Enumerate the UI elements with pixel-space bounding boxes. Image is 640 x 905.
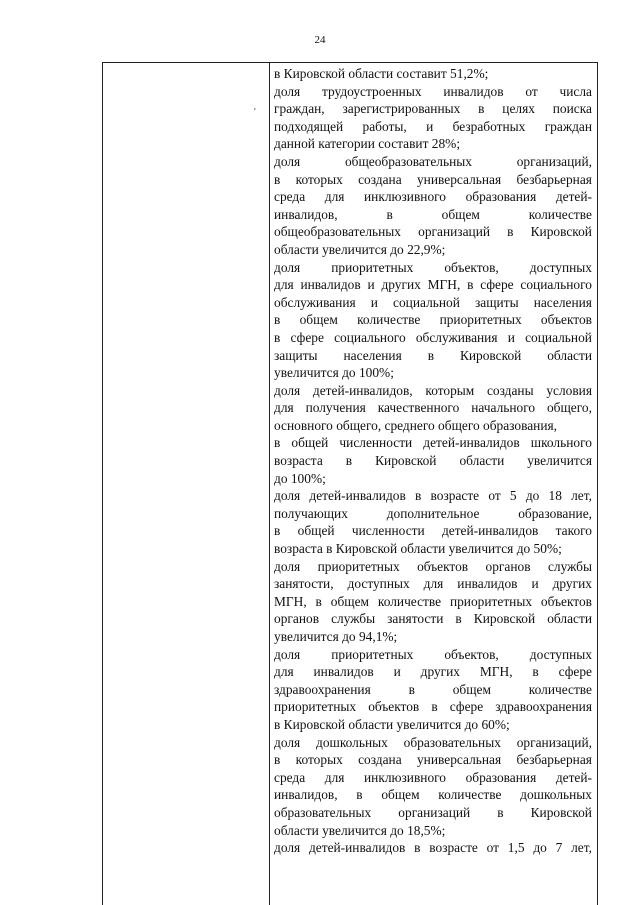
text-line — [274, 153, 592, 171]
word: от — [488, 488, 501, 504]
word: от — [486, 840, 500, 856]
word: универсальная — [416, 171, 502, 187]
word: работы, — [362, 118, 407, 134]
word: обслуживания — [274, 294, 356, 310]
text-line — [274, 65, 592, 83]
word: такого — [555, 523, 592, 539]
word: в — [274, 752, 281, 768]
word: 18 — [548, 488, 562, 504]
text-line — [274, 646, 592, 664]
text-line — [274, 751, 592, 769]
line-text: в Кировской области составит 51,2%; — [274, 66, 489, 81]
text-line — [274, 434, 592, 452]
word: защиты — [274, 347, 318, 363]
word: дошкольных — [316, 734, 388, 750]
word: трудоустроенных — [321, 83, 422, 99]
word: приоритетных — [449, 593, 533, 609]
word: лет, — [571, 840, 592, 856]
word: МГН, — [479, 664, 513, 680]
word: организаций — [398, 804, 471, 820]
word: образования — [465, 769, 537, 785]
word: и — [531, 576, 539, 592]
word: образования — [465, 189, 537, 205]
word: до — [533, 840, 547, 856]
text-line — [274, 188, 592, 206]
word: 5 — [509, 488, 517, 504]
word: для — [274, 400, 294, 416]
word: сфере — [558, 664, 592, 680]
text-line — [274, 241, 592, 259]
word: целях — [502, 101, 535, 117]
word: доля — [274, 382, 301, 398]
word: доступных — [347, 576, 410, 592]
word: обслуживания — [415, 329, 498, 345]
word: приоритетных — [331, 646, 414, 662]
text-line — [274, 223, 592, 241]
word: приоритетных — [331, 259, 414, 275]
word: в — [507, 224, 514, 240]
text-line — [274, 593, 592, 611]
word: детей-инвалидов, — [312, 382, 413, 398]
word: органов — [485, 558, 531, 574]
text-line — [274, 100, 592, 118]
text-line — [274, 382, 592, 400]
word: доля — [274, 646, 301, 662]
word: объектов, — [444, 646, 499, 662]
word: в — [415, 488, 422, 504]
text-line — [274, 681, 592, 699]
word: здравоохранения — [495, 699, 592, 715]
word: общем — [299, 312, 338, 328]
word: детей- — [555, 189, 592, 205]
word: Кировской — [459, 347, 522, 363]
line-text: данной категории составит 28%; — [274, 136, 461, 152]
text-line — [274, 259, 592, 277]
word: количестве — [438, 787, 502, 803]
word: граждан, — [274, 101, 325, 117]
word: детей-инвалидов — [423, 435, 520, 451]
text-line — [274, 505, 592, 523]
word: общей — [297, 523, 335, 539]
word: социальной — [393, 294, 460, 310]
word: организаций — [418, 224, 491, 240]
word: инклюзивного — [363, 189, 447, 205]
word: и — [370, 294, 378, 310]
word: в — [356, 787, 363, 803]
word: возрасте — [429, 840, 478, 856]
word: инвалидов, — [274, 787, 338, 803]
line-text: увеличится до 100%; — [274, 365, 394, 381]
word: в — [274, 523, 281, 539]
word: доля — [274, 558, 301, 574]
word: качественного — [377, 400, 460, 416]
word: в — [386, 206, 393, 222]
word: и — [367, 277, 375, 293]
word: в — [315, 593, 322, 609]
word: объектов — [540, 312, 592, 328]
word: созданы — [486, 382, 534, 398]
text-line — [274, 575, 592, 593]
word: универсальная — [416, 752, 502, 768]
word: доля — [274, 734, 301, 750]
text-line — [274, 540, 592, 558]
word: которых — [295, 752, 343, 768]
word: инвалидов — [457, 576, 518, 592]
text-line — [274, 822, 592, 840]
word: для — [324, 769, 345, 785]
left-column-cell — [103, 63, 269, 905]
word: общем — [441, 206, 480, 222]
word: количестве — [528, 206, 592, 222]
word: МГН, — [274, 593, 307, 609]
line-text: области увеличится до 22,9%; — [274, 241, 446, 257]
word: сфере — [480, 277, 514, 293]
word: 1,5 — [507, 840, 525, 856]
line-text: области увеличится до 18,5%; — [274, 822, 446, 838]
line-text: в Кировской области увеличится до 60%; — [274, 716, 510, 732]
word: объектов, — [444, 259, 499, 275]
word: инвалидов — [300, 277, 361, 293]
word: которым — [425, 382, 475, 398]
word: в — [274, 329, 281, 345]
page-number: 24 — [314, 34, 326, 46]
word: увеличится — [527, 453, 592, 469]
stray-mark: ' — [254, 107, 256, 118]
word: возраста — [274, 453, 323, 469]
word: получения — [305, 400, 366, 416]
text-line — [274, 558, 592, 576]
word: количестве — [357, 312, 421, 328]
word: населения — [343, 347, 402, 363]
word: в — [455, 611, 462, 627]
word: в — [478, 101, 485, 117]
word: общем — [452, 681, 491, 697]
text-line — [274, 522, 592, 540]
word: общего, — [546, 400, 592, 416]
word: других — [381, 277, 421, 293]
text-line — [274, 610, 592, 628]
text-line — [274, 698, 592, 716]
word: дошкольных — [520, 787, 592, 803]
word: в — [497, 804, 504, 820]
word: подходящей — [274, 118, 344, 134]
line-text: возраста в Кировской области увеличится до 50%; — [274, 541, 562, 557]
word: поиска — [552, 101, 592, 117]
word: для — [324, 189, 345, 205]
text-line — [274, 452, 592, 470]
word: социальной — [525, 329, 592, 345]
text-line — [274, 171, 592, 189]
text-line — [274, 206, 592, 224]
word: и — [426, 118, 434, 134]
text-line — [274, 294, 592, 312]
word: Кировской — [375, 453, 437, 469]
word: в — [274, 171, 281, 187]
text-line — [274, 276, 592, 294]
word: в — [414, 840, 421, 856]
word: в — [431, 699, 438, 715]
text-line — [274, 487, 592, 505]
word: безработных — [452, 118, 526, 134]
word: Кировской — [530, 804, 592, 820]
word: общеобразовательных — [344, 153, 472, 169]
text-line — [274, 135, 592, 153]
word: образовательных — [274, 804, 372, 820]
line-text: до 100%; — [274, 470, 326, 486]
word: детей-инвалидов — [308, 840, 406, 856]
word: Кировской — [473, 611, 536, 627]
word: сфере — [290, 329, 324, 345]
word: граждан — [544, 118, 592, 134]
text-line — [274, 663, 592, 681]
word: в — [467, 277, 474, 293]
word: других — [552, 576, 592, 592]
word: занятости — [387, 611, 444, 627]
word: среда — [274, 769, 306, 785]
column-divider — [269, 63, 270, 905]
word: инвалидов, — [274, 206, 338, 222]
text-line — [274, 839, 592, 857]
word: в — [345, 453, 353, 469]
word: инклюзивного — [363, 769, 447, 785]
word: для — [423, 576, 444, 592]
word: числа — [559, 83, 592, 99]
word: общей — [291, 435, 329, 451]
word: создана — [358, 171, 402, 187]
word: общем — [381, 787, 420, 803]
word: инвалидов — [443, 83, 504, 99]
word: приоритетных — [317, 558, 400, 574]
word: сфере — [449, 699, 484, 715]
text-line — [274, 347, 592, 365]
text-line — [274, 804, 592, 822]
word: возрасте — [430, 488, 480, 504]
word: от — [525, 83, 538, 99]
word: создана — [358, 752, 402, 768]
document-table — [102, 62, 598, 905]
word: доля — [274, 488, 301, 504]
word: в — [532, 664, 539, 680]
text-line — [274, 769, 592, 787]
text-line — [274, 417, 592, 435]
line-text: основного общего, среднего общего образования, — [274, 417, 558, 433]
word: начального — [471, 400, 536, 416]
word: лет, — [571, 488, 592, 504]
word: условия — [546, 382, 592, 398]
word: приоритетных — [274, 699, 357, 715]
word: численности — [351, 523, 425, 539]
text-line — [274, 329, 592, 347]
word: и — [393, 664, 401, 680]
word: детей- — [555, 769, 592, 785]
word: общем — [330, 593, 369, 609]
word: занятости, — [274, 576, 334, 592]
word: количестве — [377, 593, 442, 609]
text-line — [274, 311, 592, 329]
word: доля — [274, 83, 301, 99]
word: для — [274, 664, 294, 680]
word: образовательных — [403, 734, 501, 750]
text-line — [274, 118, 592, 136]
word: Кировской — [530, 224, 592, 240]
word: населения — [533, 294, 592, 310]
word: в — [408, 681, 415, 697]
word: объектов — [368, 699, 420, 715]
word: инвалидов — [313, 664, 374, 680]
word: детей-инвалидов — [441, 523, 539, 539]
word: области — [547, 347, 592, 363]
text-line — [274, 399, 592, 417]
text-line — [274, 716, 592, 734]
text-line — [274, 734, 592, 752]
line-text: увеличится до 94,1%; — [274, 629, 398, 644]
word: доступных — [529, 259, 592, 275]
word: МГН, — [427, 277, 461, 293]
word: объектов — [540, 593, 592, 609]
text-line — [274, 83, 592, 101]
word: области — [459, 453, 505, 469]
text-line — [274, 364, 592, 382]
word: доля — [274, 840, 301, 856]
text-line — [274, 628, 592, 646]
word: в — [274, 435, 281, 451]
word: доступных — [529, 646, 592, 662]
word: безбарьерная — [516, 752, 592, 768]
word: школьного — [530, 435, 592, 451]
word: которых — [295, 171, 343, 187]
word: и — [507, 329, 515, 345]
word: 7 — [555, 840, 563, 856]
word: количестве — [528, 681, 592, 697]
word: среда — [274, 189, 306, 205]
word: здравоохранения — [274, 681, 371, 697]
word: в — [274, 312, 281, 328]
word: социального — [334, 329, 406, 345]
word: безбарьерная — [516, 171, 592, 187]
word: получающих — [274, 505, 348, 521]
word: объектов — [417, 558, 469, 574]
word: доля — [274, 259, 301, 275]
word: службы — [547, 558, 592, 574]
text-line — [274, 786, 592, 804]
word: численности — [339, 435, 413, 451]
word: защиты — [475, 294, 519, 310]
word: зарегистрированных — [342, 101, 461, 117]
word: доля — [274, 153, 301, 169]
word: организаций, — [516, 153, 592, 169]
word: в — [427, 347, 435, 363]
word: организаций, — [516, 734, 592, 750]
word: службы — [331, 611, 376, 627]
text-line — [274, 470, 592, 488]
word: детей-инвалидов — [309, 488, 406, 504]
word: дополнительное — [386, 505, 480, 521]
word: до — [525, 488, 540, 504]
word: органов — [274, 611, 320, 627]
word: образование, — [518, 505, 592, 521]
word: для — [274, 277, 294, 293]
word: области — [547, 611, 592, 627]
right-column-cell — [274, 65, 592, 857]
word: приоритетных — [439, 312, 522, 328]
word: других — [420, 664, 461, 680]
word: общеобразовательных — [274, 224, 402, 240]
word: социального — [520, 277, 592, 293]
